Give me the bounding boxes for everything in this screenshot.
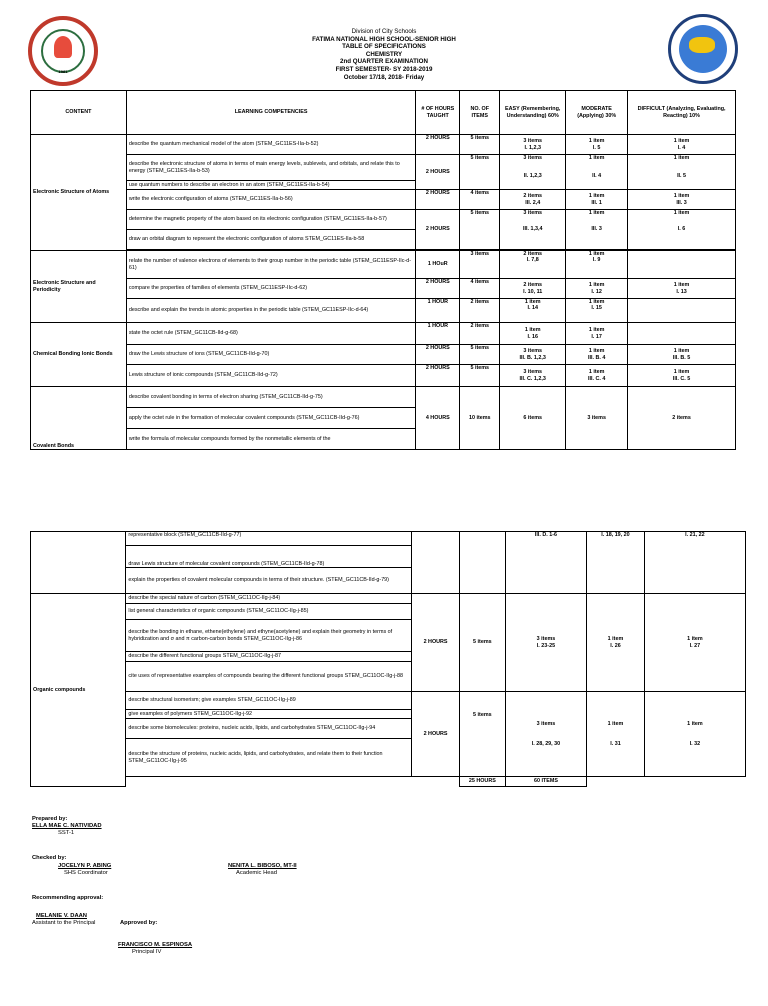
- easy-count: 2 items: [523, 193, 542, 200]
- approved-block: [118, 942, 192, 956]
- total-items: 60 ITEMS: [505, 777, 586, 787]
- exam-name: 2nd QUARTER EXAMINATION: [340, 58, 428, 66]
- table-row: [31, 155, 736, 181]
- easy-count: 3 items: [536, 720, 556, 727]
- difficult-cell: [628, 345, 736, 365]
- prepared-label: Prepared by:: [32, 816, 68, 822]
- column-header-easy: EASY (Remembering, Understanding) 60%: [500, 91, 566, 135]
- table-row: [31, 251, 736, 279]
- content-cell: Chemical Bonding Ionic Bonds: [31, 323, 127, 387]
- moderate-count: 1 item: [588, 327, 605, 334]
- easy-count: 2 items: [523, 282, 542, 289]
- checked-by-head: [228, 863, 297, 877]
- column-header-hours: # OF HOURS TAUGHT: [416, 91, 460, 135]
- moderate-cell: [587, 594, 645, 692]
- difficult-count: 1 item: [673, 193, 690, 200]
- difficult-count: 1 item: [673, 348, 690, 355]
- competency-cell: describe structural isomerism; give examples STEM_GC11OC-IIg-j-89: [126, 692, 412, 710]
- moderate-count: 1 item: [588, 251, 605, 257]
- easy-cell: III. D. 1-6: [505, 532, 586, 594]
- competency-cell: describe the different functional groups STEM_GC11OC-IIg-j-87: [126, 652, 412, 662]
- moderate-numbers: I. 31: [610, 741, 621, 747]
- approved-name: FRANCISCO M. ESPINOSA: [118, 942, 193, 948]
- competency-cell: compare the properties of families of elements (STEM_GC11ESP-IIc-d-62): [126, 279, 415, 299]
- moderate-cell: [566, 279, 628, 299]
- items-cell: 2 items: [460, 299, 500, 323]
- difficult-numbers: I. 13: [676, 288, 687, 295]
- easy-count: 3 items: [536, 636, 556, 643]
- easy-cell: [500, 323, 566, 345]
- easy-numbers: II. 1,2,3: [523, 173, 542, 180]
- hours-cell: 4 HOURS: [416, 387, 460, 450]
- difficult-numbers: I. 4: [677, 144, 686, 151]
- moderate-numbers: III. 1: [591, 199, 602, 206]
- difficult-count: 1 item: [687, 720, 703, 727]
- items-cell: 5 items: [460, 210, 500, 250]
- easy-numbers: III. B. 1,2,3: [519, 354, 546, 361]
- table-row: [31, 387, 736, 408]
- easy-numbers: I. 1,2,3: [524, 144, 541, 151]
- moderate-numbers: III. B. 4: [587, 354, 606, 361]
- content-cell: Electronic Structure and Periodicity: [31, 251, 127, 323]
- prepared-title: SST-1: [58, 830, 75, 836]
- competency-cell: draw the Lewis structure of ions (STEM_GC11CB-IId-g-70): [126, 345, 415, 365]
- moderate-cell: [566, 299, 628, 323]
- table-row: [31, 345, 736, 365]
- moderate-numbers: I. 12: [591, 288, 602, 295]
- hours-cell-empty: [412, 532, 460, 594]
- subject-name: CHEMISTRY: [365, 50, 403, 58]
- easy-cell: [500, 345, 566, 365]
- moderate-numbers: I. 15: [591, 305, 602, 312]
- moderate-count: 1 item: [588, 348, 605, 355]
- prepared-name: ELLA MAE C. NATIVIDAD: [32, 823, 102, 829]
- easy-numbers: III. 2,4: [525, 199, 541, 206]
- competency-cell: relate the number of valence electrons of elements to their group number in the periodic table (STEM_GC11ESP-IIc-d-61): [126, 251, 415, 279]
- easy-numbers: I. 16: [527, 333, 538, 340]
- moderate-count: 1 item: [588, 138, 605, 145]
- easy-cell: [500, 190, 566, 210]
- easy-cell: [500, 279, 566, 299]
- competency-cell: apply the octet rule in the formation of molecular covalent compounds (STEM_GC11CB-IId-g-76): [126, 408, 415, 429]
- table-row: [31, 210, 736, 230]
- competency-cell: determine the magnetic property of the atom based on its electronic configuration (STEM_GC11ES-IIa-b-57): [126, 210, 415, 230]
- hours-cell: 1 HOUR: [416, 323, 460, 345]
- coordinator-name: JOCELYN P. ABING: [58, 863, 112, 869]
- table-row: [31, 692, 750, 710]
- semester-label: FIRST SEMESTER- SY 2018-2019: [335, 65, 433, 73]
- content-cell: Covalent Bonds: [31, 387, 127, 450]
- moderate-cell: [566, 323, 628, 345]
- difficult-cell-empty: [628, 251, 736, 279]
- hours-cell: 2 HOURS: [412, 594, 460, 692]
- items-cell: 5 items: [459, 594, 505, 692]
- competency-cell: describe some biomolecules: proteins, nucleic acids, lipids, and carbohydrates STEM_GC11OC-IIg-j-94: [126, 719, 412, 739]
- moderate-cell: 3 items: [566, 387, 628, 450]
- difficult-numbers: III. B. 5: [672, 354, 691, 361]
- table-row: [31, 365, 736, 387]
- moderate-cell: [566, 190, 628, 210]
- hours-cell: 2 HOURS: [416, 365, 460, 387]
- hours-cell: 2 HOURS: [416, 279, 460, 299]
- competency-cell: use quantum numbers to describe an electron in an atom (STEM_GC11ES-IIa-b-54): [126, 181, 415, 190]
- moderate-numbers: I. 17: [591, 333, 602, 340]
- items-cell: 5 items: [460, 365, 500, 387]
- moderate-cell: [566, 155, 628, 190]
- recommending-title: Assistant to the Principal: [32, 920, 96, 926]
- recommending-name: MELANIE V. DAAN: [36, 913, 87, 919]
- difficult-cell: [628, 135, 736, 155]
- moderate-cell: [566, 251, 628, 279]
- easy-count: 1 item: [524, 327, 541, 334]
- hours-cell: 1 HOuR: [416, 251, 460, 279]
- column-header-competencies: LEARNING COMPETENCIES: [126, 91, 415, 135]
- difficult-count: 1 item: [673, 369, 690, 376]
- competency-cell: describe the special nature of carbon (STEM_GC11OC-IIg-j-84): [126, 594, 412, 604]
- competency-cell: state the octet rule (STEM_GC11CB-IId-g-68): [126, 323, 415, 345]
- difficult-cell: I. 21, 22: [644, 532, 745, 594]
- competency-cell: describe the structure of proteins, nucleic acids, lipids, and carbohydrates, and relate them to their function STEM_GC11OC-IIg-j-95: [126, 739, 412, 777]
- items-cell: 4 items: [460, 279, 500, 299]
- moderate-cell: [587, 692, 645, 777]
- content-cell: Organic compounds: [31, 594, 126, 787]
- difficult-cell: [628, 190, 736, 210]
- items-cell-empty: [459, 532, 505, 594]
- easy-numbers: I. 7,8: [526, 257, 539, 264]
- moderate-count: 1 item: [607, 636, 624, 643]
- moderate-count: 1 item: [588, 299, 605, 305]
- easy-count: 2 items: [523, 251, 542, 257]
- coordinator-title: SHS Coordinator: [64, 870, 108, 876]
- exam-date: October 17/18, 2018- Friday: [343, 73, 425, 81]
- easy-cell: [500, 251, 566, 279]
- difficult-numbers: I. 27: [689, 642, 701, 649]
- competency-cell: describe covalent bonding in terms of electron sharing (STEM_GC11CB-IId-g-75): [126, 387, 415, 408]
- table-header-row: [31, 91, 736, 135]
- table-row: [31, 299, 736, 323]
- school-name: FATIMA NATIONAL HIGH SCHOOL-SENIOR HIGH: [312, 35, 456, 43]
- items-cell: 10 items: [460, 387, 500, 450]
- specifications-table-2: [30, 531, 750, 787]
- hours-cell: 1 HOUR: [416, 299, 460, 323]
- difficult-count: 1 item: [673, 155, 690, 161]
- hours-cell: 2 HOURS: [416, 345, 460, 365]
- content-cell-empty: [31, 532, 126, 594]
- table-row: [31, 532, 750, 546]
- competency-cell: describe the quantum mechanical model of the atom (STEM_GC11ES-IIa-b-52): [126, 135, 415, 155]
- difficult-cell: [644, 594, 745, 692]
- easy-count: 3 items: [523, 210, 542, 216]
- items-cell: 4 items: [460, 190, 500, 210]
- table-row: [31, 135, 736, 155]
- difficult-count: 1 item: [687, 636, 703, 643]
- items-cell: 2 items: [460, 323, 500, 345]
- column-header-difficult: DIFFICULT (Analyzing, Evaluating, Reacting) 10%: [628, 91, 736, 135]
- moderate-cell: [566, 135, 628, 155]
- easy-cell: [500, 135, 566, 155]
- table-row: [31, 323, 736, 345]
- easy-cell: [500, 210, 566, 250]
- recommending-block: [32, 913, 95, 927]
- moderate-numbers: III. 3: [591, 226, 602, 233]
- competency-cell: explain the properties of covalent molecular compounds in terms of their structure. (STEM_GC11CB-IId-g-79): [126, 568, 412, 594]
- competency-cell: write the electronic configuration of atoms (STEM_GC11ES-IIa-b-56): [126, 190, 415, 210]
- competency-cell: Lewis structure of ionic compounds (STEM_GC11CB-IId-g-72): [126, 365, 415, 387]
- competency-cell: give examples of polymers STEM_GC11OC-IIg-j-92: [126, 710, 412, 719]
- moderate-count: 1 item: [588, 282, 605, 289]
- difficult-numbers: I. 32: [689, 741, 701, 747]
- difficult-cell: [628, 365, 736, 387]
- competency-cell: representative block (STEM_GC11CB-IId-g-77): [126, 532, 412, 546]
- difficult-cell-empty: [628, 299, 736, 323]
- prepared-by-block: [32, 816, 102, 837]
- competency-cell: draw an orbital diagram to represent the electronic configuration of atoms STEM_GC11ES-IIa-b-58: [126, 230, 415, 250]
- competency-cell: describe and explain the trends in atomic properties in the periodic table (STEM_GC11ESP-IIc-d-64): [126, 299, 415, 323]
- difficult-cell: [644, 692, 745, 777]
- checked-by-label: Checked by:: [32, 855, 67, 861]
- moderate-cell: [566, 365, 628, 387]
- hours-cell: 2 HOURS: [416, 135, 460, 155]
- difficult-cell: 2 items: [628, 387, 736, 450]
- specifications-table-1: [30, 90, 736, 450]
- items-cell: 5 items: [459, 692, 505, 777]
- difficult-count: 1 item: [673, 138, 690, 145]
- column-header-content: CONTENT: [31, 91, 127, 135]
- hours-cell: 2 HOURS: [416, 210, 460, 250]
- easy-count: 3 items: [523, 348, 542, 355]
- head-name: NENITA L. BIBOSO, MT-II: [228, 863, 297, 869]
- table-row: [31, 190, 736, 210]
- hours-cell: 2 HOURS: [412, 692, 460, 777]
- easy-cell: [500, 155, 566, 190]
- moderate-numbers: II. 4: [592, 173, 602, 180]
- seal-year: 1981: [58, 69, 68, 74]
- totals-row: [31, 777, 750, 787]
- items-cell: 5 items: [460, 135, 500, 155]
- competency-cell: cite uses of representative examples of compounds bearing the different functional groups STEM_GC11OC-IIg-j-88: [126, 662, 412, 692]
- division-name: Division of City Schools: [351, 28, 417, 35]
- difficult-numbers: II. 5: [677, 173, 687, 180]
- competency-cell: list general characteristics of organic compounds (STEM_GC11OC-IIg-j-85): [126, 604, 412, 620]
- moderate-cell: I. 18, 19, 20: [587, 532, 645, 594]
- column-header-items: NO. OF ITEMS: [460, 91, 500, 135]
- easy-numbers: I. 28, 29, 30: [531, 741, 561, 747]
- moderate-cell: [566, 210, 628, 250]
- competency-cell: describe the bonding in ethane, ethene(ethylene) and ethyne(acetylene) and explain their geometry in terms of hybridization and σ and π carbon-carbon bonds STEM_GC11OC-IIg-j-86: [126, 620, 412, 652]
- column-header-moderate: MODERATE (Applying) 30%: [566, 91, 628, 135]
- moderate-count: 1 item: [588, 369, 605, 376]
- easy-cell: [505, 594, 586, 692]
- easy-cell: [500, 365, 566, 387]
- checked-by-coordinator: [58, 863, 111, 877]
- easy-count: 3 items: [523, 138, 542, 145]
- easy-count: 1 item: [524, 299, 541, 305]
- easy-numbers: I. 23-25: [536, 642, 556, 649]
- items-cell: 5 items: [460, 345, 500, 365]
- easy-cell: [505, 692, 586, 777]
- total-hours: 25 HOURS: [459, 777, 505, 787]
- difficult-numbers: III. C. 5: [672, 375, 691, 382]
- moderate-numbers: I. 5: [592, 144, 601, 151]
- easy-cell: 6 items: [500, 387, 566, 450]
- easy-numbers: I. 10, 11: [523, 288, 543, 295]
- difficult-cell: [628, 279, 736, 299]
- difficult-count: 1 item: [673, 210, 690, 216]
- moderate-count: 1 item: [588, 193, 605, 200]
- moderate-count: 1 item: [607, 720, 624, 727]
- easy-numbers: III. 1,3,4: [522, 226, 543, 233]
- table-row: [31, 594, 750, 604]
- easy-count: 3 items: [523, 155, 542, 161]
- document-title: TABLE OF SPECIFICATIONS: [342, 43, 426, 51]
- table-row: [31, 279, 736, 299]
- items-cell: 3 items: [460, 251, 500, 279]
- difficult-cell: [628, 155, 736, 190]
- difficult-count: 1 item: [673, 282, 690, 289]
- easy-count: 3 items: [523, 369, 542, 376]
- moderate-cell: [566, 345, 628, 365]
- moderate-numbers: I. 26: [610, 642, 621, 649]
- easy-numbers: III. C. 1,2,3: [519, 375, 546, 382]
- approved-label: Approved by:: [120, 920, 158, 926]
- difficult-cell-empty: [628, 323, 736, 345]
- head-title: Academic Head: [236, 870, 277, 876]
- competency-cell: describe the electronic structure of atoms in terms of main energy levels, sublevels, and orbitals, and relate this to energy (STEM_GC11ES-IIa-b-53): [126, 155, 415, 181]
- difficult-cell: [628, 210, 736, 250]
- moderate-numbers: III. C. 4: [587, 375, 606, 382]
- competency-cell: write the formula of molecular compounds formed by the nonmetallic elements of the: [126, 429, 415, 450]
- recommending-label: Recommending approval:: [32, 895, 104, 901]
- items-cell: 5 items: [460, 155, 500, 190]
- competency-cell: draw Lewis structure of molecular covalent compounds (STEM_GC11CB-IId-g-78): [126, 546, 412, 568]
- hours-cell: 2 HOURS: [416, 155, 460, 190]
- content-cell: Electronic Structure of Atoms: [31, 135, 127, 251]
- moderate-numbers: I. 9: [592, 257, 601, 264]
- difficult-numbers: III. 3: [676, 199, 687, 206]
- moderate-count: 1 item: [588, 155, 605, 161]
- document-header: [0, 28, 768, 81]
- easy-cell: [500, 299, 566, 323]
- approved-title: Principal IV: [132, 949, 162, 955]
- moderate-count: 1 item: [588, 210, 605, 216]
- hours-cell: 2 HOURS: [416, 190, 460, 210]
- easy-numbers: I. 14: [527, 305, 538, 312]
- difficult-numbers: I. 6: [677, 226, 686, 233]
